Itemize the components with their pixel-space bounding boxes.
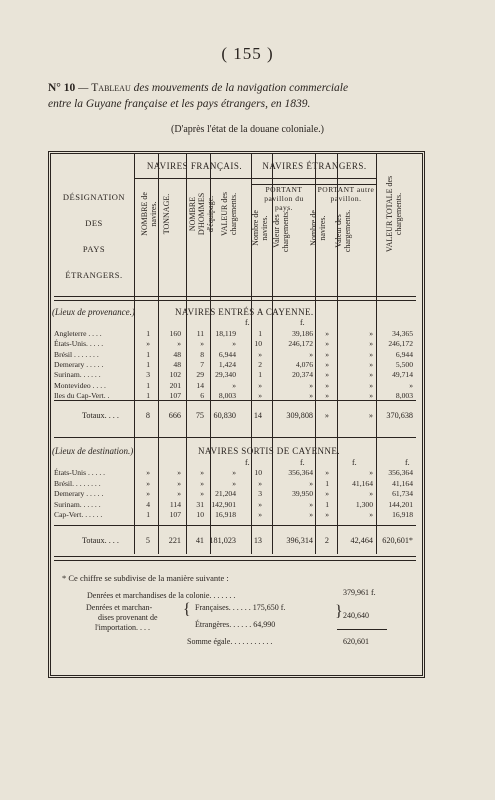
- total-cell: 75: [195, 411, 204, 420]
- table-cell: »: [325, 489, 329, 498]
- table-row: [54, 360, 416, 369]
- table-cell: 18,119: [215, 329, 236, 338]
- total-row: [54, 536, 416, 545]
- table-row: [54, 468, 416, 477]
- table-cell: »: [369, 370, 373, 380]
- footnote-subtotal: 240,640: [343, 611, 369, 620]
- table-cell: »: [325, 359, 329, 369]
- page-number: ( 155 ): [221, 44, 274, 63]
- table-cell: »: [369, 359, 373, 369]
- entries-unit-2: f.: [300, 318, 305, 327]
- table-cell: »: [232, 468, 236, 477]
- row-country: États-Unis . . . . .: [54, 468, 106, 477]
- table-cell: »: [325, 380, 329, 390]
- table-cell: »: [177, 339, 181, 349]
- table-cell: 10: [254, 339, 262, 349]
- table-cell: 1: [325, 499, 329, 509]
- footnote-somme-value: 620,601: [343, 637, 369, 646]
- table-cell: »: [258, 349, 262, 359]
- table-cell: »: [309, 478, 313, 488]
- col-tonnage-header: TONNAGE.: [162, 193, 171, 235]
- title-dash: —: [75, 82, 92, 94]
- row-rule: [54, 400, 416, 401]
- table-cell: »: [369, 349, 373, 359]
- table-cell: 3: [258, 489, 262, 498]
- table-cell: »: [177, 489, 181, 498]
- table-cell: 20,374: [292, 370, 313, 380]
- col-valeur-header: VALEUR des chargements.: [220, 191, 238, 237]
- table-cell: 246,172: [388, 339, 413, 349]
- total-cell: »: [324, 411, 329, 420]
- table-cell: 1,424: [218, 359, 236, 369]
- table-row: [54, 510, 416, 519]
- table-cell: 2: [258, 359, 262, 369]
- footnote-line2b: dises provenant de: [98, 613, 158, 622]
- table-cell: »: [325, 329, 329, 338]
- table-cell: »: [325, 390, 329, 400]
- table-cell: »: [232, 339, 236, 349]
- footnote-line1-value: 379,961 f.: [343, 588, 376, 597]
- total-cell: 396,314: [286, 536, 313, 545]
- total-cell: 666: [168, 411, 181, 420]
- table-cell: »: [309, 390, 313, 400]
- table-cell: »: [325, 370, 329, 380]
- total-cell: 60,830: [213, 411, 236, 420]
- table-cell: 41,164: [352, 478, 373, 488]
- table-row: [54, 329, 416, 338]
- table-cell: »: [258, 390, 262, 400]
- table-cell: »: [232, 380, 236, 390]
- table-cell: 5,500: [395, 359, 413, 369]
- table-cell: 3: [146, 370, 150, 380]
- table-cell: 10: [254, 468, 262, 477]
- footnote-somme-label: Somme égale. . . . . . . . . . .: [187, 637, 273, 646]
- table-cell: »: [309, 380, 313, 390]
- table-cell: 16,918: [215, 510, 236, 519]
- col-hommes-header: NOMBRE D'HOMMES d'équipage.: [188, 192, 215, 236]
- row-rule: [251, 178, 376, 179]
- table-cell: »: [369, 510, 373, 519]
- total-cell: »: [368, 411, 373, 420]
- table-number: N° 10: [48, 82, 76, 94]
- col-nombre-autre-header: Nombre de navires.: [309, 210, 327, 246]
- exits-unit-2: f.: [300, 458, 305, 467]
- total-cell: 620,601*: [382, 536, 413, 545]
- table-cell: 1: [146, 510, 150, 519]
- table-cell: »: [369, 329, 373, 338]
- table-cell: 16,918: [392, 510, 413, 519]
- table-cell: 7: [200, 359, 204, 369]
- table-cell: 39,186: [292, 329, 313, 338]
- table-cell: »: [177, 478, 181, 488]
- table-cell: 1: [258, 329, 262, 338]
- total-cell: 5: [145, 536, 150, 545]
- table-cell: »: [325, 510, 329, 519]
- table-cell: »: [200, 468, 204, 477]
- table-cell: 1: [146, 329, 150, 338]
- table-cell: 1: [146, 359, 150, 369]
- table-cell: »: [146, 478, 150, 488]
- source-note: (D'après l'état de la douane coloniale.): [171, 124, 324, 135]
- table-cell: »: [200, 478, 204, 488]
- table-cell: 142,901: [211, 499, 236, 509]
- row-rule: [54, 437, 416, 438]
- row-country: Demerary . . . . .: [54, 359, 104, 369]
- footnote-brace-right: }: [335, 603, 343, 620]
- table-cell: 8,003: [395, 390, 413, 400]
- col-nombre-pays-header: Nombre de navires.: [251, 210, 269, 246]
- table-cell: 107: [169, 390, 181, 400]
- table-cell: »: [325, 468, 329, 477]
- table-cell: »: [369, 390, 373, 400]
- table-row: [54, 370, 416, 379]
- table-cell: 39,950: [292, 489, 313, 498]
- table-cell: 8: [200, 349, 204, 359]
- row-rule: [54, 296, 416, 297]
- footnote-intro: * Ce chiffre se subdivise de la manière suivante :: [62, 573, 229, 583]
- table-cell: »: [258, 499, 262, 509]
- table-cell: 29,340: [215, 370, 236, 380]
- table-cell: »: [409, 380, 413, 390]
- footnote-line2c: l'importation. . . .: [95, 623, 150, 632]
- table-row: [54, 350, 416, 359]
- footnote-line1: Denrées et marchandises de la colonie. . . . . . .: [87, 591, 236, 600]
- designation-line3: PAYS ÉTRANGERS.: [65, 244, 123, 280]
- row-country: États-Unis. . . . .: [54, 339, 104, 349]
- row-country: Surinam. . . . . .: [54, 499, 101, 509]
- row-country: Montevideo . . . .: [54, 380, 106, 390]
- table-cell: 1: [146, 380, 150, 390]
- total-cell: 309,808: [286, 411, 313, 420]
- entries-section-label: (Lieux de provenance.): [52, 307, 135, 317]
- table-cell: 4,076: [295, 359, 313, 369]
- total-cell: 41: [195, 536, 204, 545]
- table-row: [54, 489, 416, 498]
- footnote-sum-rule: [337, 629, 387, 630]
- table-cell: »: [258, 380, 262, 390]
- table-cell: »: [309, 499, 313, 509]
- row-rule: [54, 300, 416, 301]
- table-cell: »: [369, 468, 373, 477]
- table-row: [54, 381, 416, 390]
- total-cell: 370,638: [386, 411, 413, 420]
- table-cell: 1: [146, 349, 150, 359]
- total-cell: 2: [324, 536, 329, 545]
- table-cell: 1: [325, 478, 329, 488]
- portant-pays-header: PORTANT pavillon du pays.: [264, 185, 304, 212]
- total-label: Totaux. . . .: [82, 411, 119, 420]
- table-row: [54, 479, 416, 488]
- table-cell: 41,164: [392, 478, 413, 488]
- table-cell: 160: [169, 329, 181, 338]
- exits-unit-1: f.: [245, 458, 250, 467]
- table-cell: »: [258, 478, 262, 488]
- table-cell: 48: [173, 359, 181, 369]
- total-label: Totaux. . . .: [82, 536, 119, 545]
- table-cell: »: [200, 489, 204, 498]
- table-cell: »: [146, 468, 150, 477]
- entries-unit-1: f.: [245, 318, 250, 327]
- table-cell: 114: [169, 499, 181, 509]
- table-cell: 1,300: [355, 499, 373, 509]
- table-cell: 10: [196, 510, 204, 519]
- table-cell: »: [200, 339, 204, 349]
- col-valeur-autre-header: Valeur des chargements.: [334, 209, 352, 253]
- table-cell: »: [258, 510, 262, 519]
- table-cell: 49,714: [392, 370, 413, 380]
- table-cell: 246,172: [288, 339, 313, 349]
- designation-line1: DÉSIGNATION: [62, 192, 126, 202]
- table-cell: 4: [146, 499, 150, 509]
- table-cell: »: [232, 478, 236, 488]
- row-country: Iles du Cap-Vert. .: [54, 390, 110, 400]
- table-cell: »: [369, 489, 373, 498]
- exits-section-title: NAVIRES SORTIS DE CAYENNE.: [198, 446, 340, 456]
- row-rule: [54, 556, 416, 557]
- table-cell: 11: [196, 329, 204, 338]
- table-cell: 6,944: [395, 349, 413, 359]
- table-cell: 356,364: [288, 468, 313, 477]
- table-cell: 8,003: [218, 390, 236, 400]
- footnote-line2a: Denrées et marchan-: [86, 603, 153, 612]
- row-rule: [54, 560, 416, 561]
- col-valeur-pays-header: Valeur des chargements.: [272, 209, 290, 253]
- table-cell: »: [309, 349, 313, 359]
- footnote-francaises: Françaises. . . . . . 175,650 f.: [195, 603, 286, 612]
- portant-autre-header: PORTANT autre pavillon.: [317, 185, 375, 203]
- row-rule: [54, 525, 416, 526]
- table-cell: »: [146, 339, 150, 349]
- table-cell: »: [369, 339, 373, 349]
- table-cell: 6: [200, 390, 204, 400]
- table-cell: 201: [169, 380, 181, 390]
- table-cell: 34,365: [392, 329, 413, 338]
- table-cell: 356,364: [388, 468, 413, 477]
- total-cell: 14: [253, 411, 262, 420]
- table-cell: »: [146, 489, 150, 498]
- table-cell: 14: [196, 380, 204, 390]
- table-row: [54, 391, 416, 400]
- title-lead: Tableau: [91, 82, 131, 94]
- designation-header: [56, 184, 132, 288]
- table-cell: 107: [169, 510, 181, 519]
- table-cell: »: [309, 510, 313, 519]
- exits-section-label: (Lieux de destination.): [52, 446, 134, 456]
- exits-unit-3: f.: [352, 458, 357, 467]
- row-country: Angleterre . . . .: [54, 329, 102, 338]
- title-line1: des mouvements de la navigation commerciale: [130, 82, 349, 94]
- row-country: Demerary . . . . .: [54, 489, 104, 498]
- table-cell: 102: [169, 370, 181, 380]
- row-country: Cap-Vert. . . . . .: [54, 510, 103, 519]
- total-cell: 221: [168, 536, 181, 545]
- footnote-brace: {: [183, 601, 191, 618]
- table-cell: 21,204: [215, 489, 236, 498]
- footnote-etrangeres: Étrangères. . . . . . 64,990: [195, 620, 276, 629]
- table-cell: »: [177, 468, 181, 477]
- table-row: [54, 339, 416, 348]
- entries-section-title: NAVIRES ENTRÉS A CAYENNE.: [175, 307, 314, 317]
- table-row: [54, 500, 416, 509]
- col-nombre-header: NOMBRE de navires.: [140, 192, 158, 236]
- total-row: [54, 411, 416, 420]
- table-cell: 6,944: [218, 349, 236, 359]
- table-cell: »: [369, 380, 373, 390]
- designation-line2: DES: [85, 218, 103, 228]
- total-cell: 181,023: [209, 536, 236, 545]
- table-cell: 144,201: [388, 499, 413, 509]
- total-cell: 8: [145, 411, 150, 420]
- table-cell: 31: [196, 499, 204, 509]
- total-cell: 42,464: [350, 536, 373, 545]
- table-cell: 48: [173, 349, 181, 359]
- table-cell: 1: [146, 390, 150, 400]
- total-cell: 13: [253, 536, 262, 545]
- col-total-header: VALEUR TOTALE des chargements.: [385, 175, 403, 253]
- row-country: Surinam. . . . . .: [54, 370, 101, 380]
- row-country: Brésil . . . . . . .: [54, 349, 99, 359]
- row-country: Brésil. . . . . . . .: [54, 478, 101, 488]
- table-title: [48, 80, 468, 112]
- navires-etrangers-header: NAVIRES ÉTRANGERS.: [262, 161, 367, 171]
- table-cell: 29: [196, 370, 204, 380]
- title-line2: entre la Guyane française et les pays étrangers, en 1839.: [48, 98, 311, 110]
- table-cell: 61,734: [392, 489, 413, 498]
- table-cell: »: [325, 339, 329, 349]
- exits-unit-4: f.: [405, 458, 410, 467]
- navires-francais-header: NAVIRES FRANÇAIS.: [146, 161, 243, 171]
- table-cell: 1: [258, 370, 262, 380]
- table-cell: »: [325, 349, 329, 359]
